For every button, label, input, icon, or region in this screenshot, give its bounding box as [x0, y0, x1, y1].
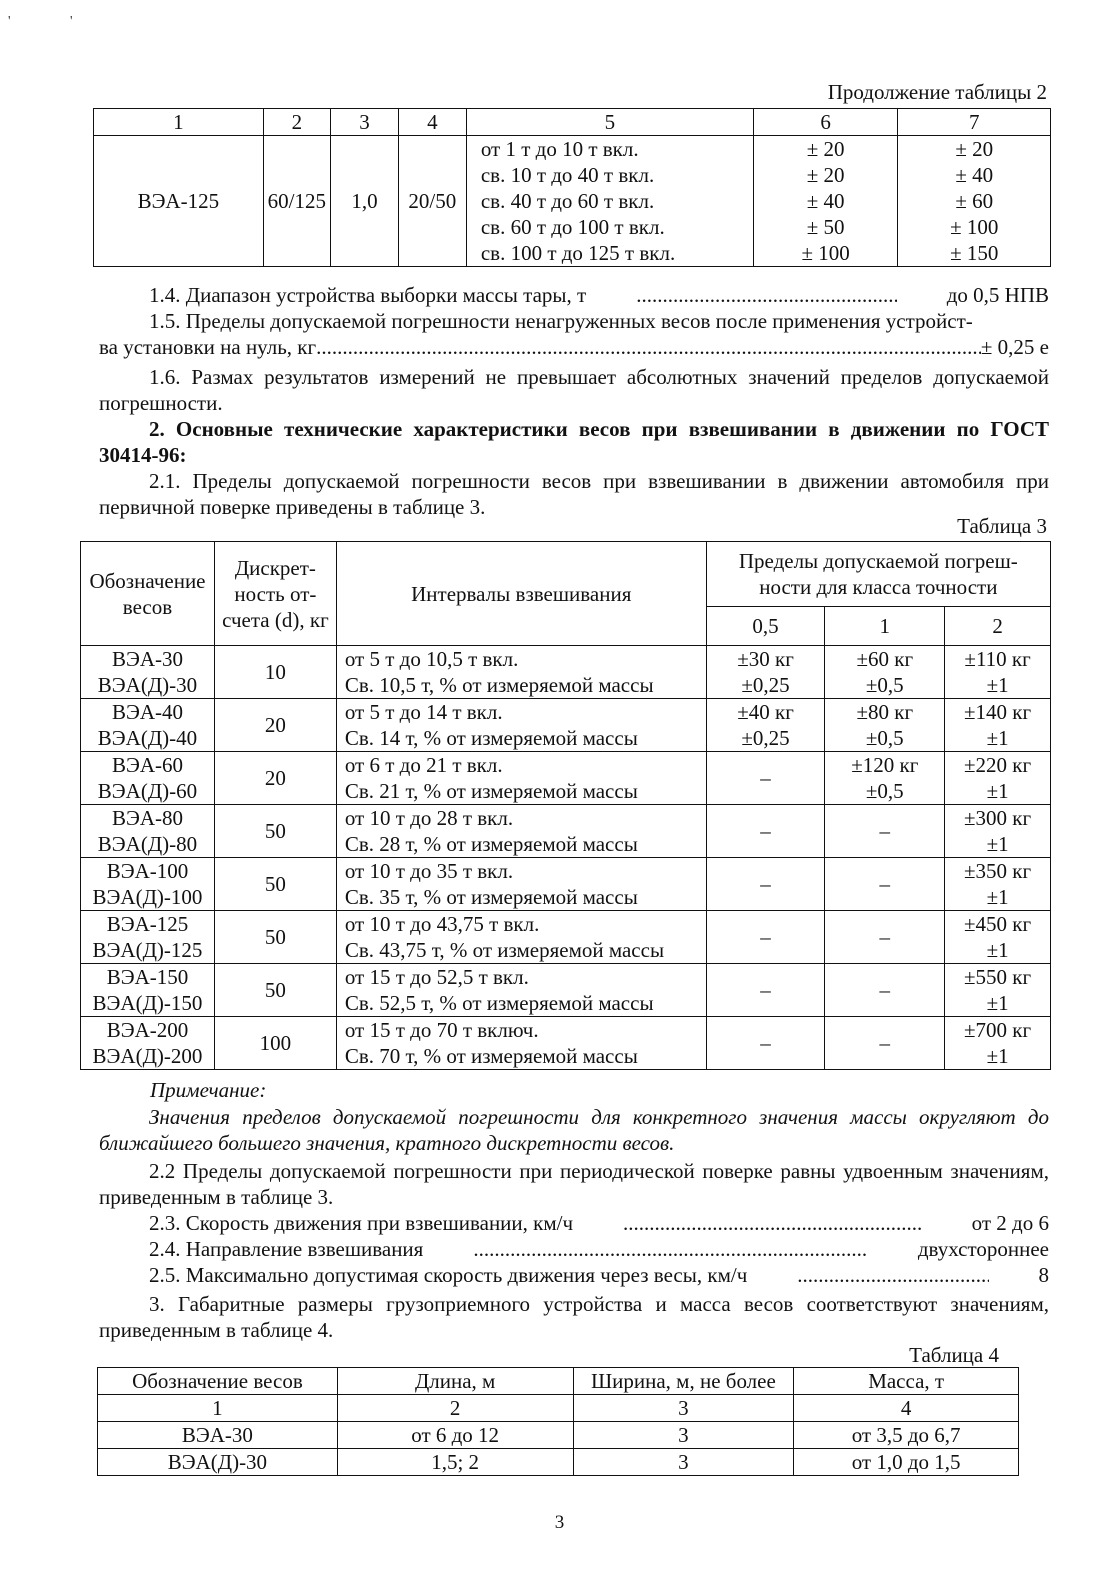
table3-row	[81, 699, 1051, 752]
table3-limit-class-2-line: ±1	[986, 832, 1009, 856]
table3-limit-class-2	[945, 699, 1051, 752]
table3-model-line: ВЭА-40	[111, 700, 183, 724]
table2-value: ± 150	[950, 241, 999, 265]
table3-limit-class-1	[825, 699, 945, 752]
table2-range: св. 60 т до 100 т вкл.	[480, 215, 665, 239]
table4-header-cell: Обозначение весов	[98, 1368, 338, 1395]
table3-limit-class-05	[706, 1017, 825, 1070]
table3-header-intervals: Интервалы взвешивания	[336, 542, 706, 646]
leader-dots	[423, 1236, 868, 1262]
table3-limit-class-1-line: –	[879, 819, 891, 843]
table3-discreteness: 10	[214, 646, 336, 699]
table3-limit-class-1-line: ±0,5	[865, 779, 904, 803]
table3-limit-class-1	[825, 911, 945, 964]
table2-ranges	[466, 136, 753, 267]
table3-model	[81, 964, 215, 1017]
note-title: Примечание:	[150, 1078, 267, 1102]
table4-cell: 2	[337, 1395, 573, 1422]
table3-limit-class-2-line: ±1	[986, 1044, 1009, 1068]
leader-dots	[586, 282, 897, 308]
table3-discreteness: 50	[214, 911, 336, 964]
table3-limit-class-05-line: –	[760, 925, 771, 949]
table3-discreteness: 50	[214, 964, 336, 1017]
table3-limit-class-05-line: –	[760, 766, 771, 790]
table3-interval-line: от 5 т до 14 т вкл.	[344, 700, 503, 724]
table3-model-line: ВЭА-80	[111, 806, 183, 830]
table3-limit-class-1-line: ±60 кг	[856, 647, 914, 671]
para-2-4-value: двухстороннее	[917, 1237, 1049, 1261]
table3-limit-class-05	[706, 911, 825, 964]
table3-row	[81, 752, 1051, 805]
table3-interval-line: Св. 21 т, % от измеряемой массы	[344, 779, 638, 803]
table3-limit-class-2-line: ±1	[986, 938, 1009, 962]
table3-limit-class-2-line: ±1	[986, 991, 1009, 1015]
leader-dots	[747, 1262, 988, 1288]
paragraph-1-6: 1.6. Размах результатов измерений не превышает абсолютных значений пределов допускаемой погрешности.	[99, 365, 1049, 415]
table3-limit-class-2-line: ±1	[986, 726, 1009, 750]
table4-cell: 3	[573, 1449, 794, 1476]
table3-interval-line: Св. 43,75 т, % от измеряемой массы	[344, 938, 665, 962]
table3-discreteness: 20	[214, 752, 336, 805]
table3-interval	[336, 964, 706, 1017]
table3-interval	[336, 911, 706, 964]
table3-limit-class-1-line: –	[879, 978, 891, 1002]
table2-col4: 20/50	[398, 136, 466, 267]
table3-model-line: ВЭА(Д)-30	[97, 673, 198, 697]
table2-header-cell: 3	[331, 109, 399, 136]
table3-limit-class-05-line: ±0,25	[741, 673, 790, 697]
table3-interval-line: Св. 52,5 т, % от измеряемой массы	[344, 991, 654, 1015]
paragraph-1-5-line2	[99, 334, 1049, 360]
table3-header-designation: Обозначение весов	[81, 542, 215, 646]
table3-limit-class-1-line: ±0,5	[865, 726, 904, 750]
table3-limit-class-05-line: ±30 кг	[737, 647, 794, 671]
table3-limit-class-05	[706, 858, 825, 911]
para-2-3-label: 2.3. Скорость движения при взвешивании, км/ч	[149, 1211, 574, 1235]
table3-model-line: ВЭА(Д)-80	[97, 832, 198, 856]
table3-limit-class-1	[825, 1017, 945, 1070]
table2-range: св. 10 т до 40 т вкл.	[480, 163, 655, 187]
table3-limit-class-2	[945, 805, 1051, 858]
table3-model-line: ВЭА(Д)-60	[97, 779, 198, 803]
table4-header-row	[98, 1368, 1019, 1395]
table3-interval-line: от 15 т до 52,5 т вкл.	[344, 965, 529, 989]
table2-header-cell: 2	[263, 109, 330, 136]
table3-limit-class-2	[945, 1017, 1051, 1070]
table3-limit-class-05-line: –	[760, 1031, 771, 1055]
table3-model-line: ВЭА(Д)-125	[92, 938, 203, 962]
table3-model	[81, 911, 215, 964]
paragraph-1-4	[99, 282, 1049, 308]
table3-limit-class-1	[825, 805, 945, 858]
table2-range: от 1 т до 10 т вкл.	[480, 137, 639, 161]
table3-limit-class-2	[945, 646, 1051, 699]
table3-model-line: ВЭА(Д)-200	[92, 1044, 203, 1068]
table3-row	[81, 805, 1051, 858]
table4-cell: 1,5; 2	[337, 1449, 573, 1476]
para-1-5-value: ± 0,25 е	[980, 335, 1049, 359]
table4-caption: Таблица 4	[909, 1343, 999, 1367]
para-2-5-label: 2.5. Максимально допустимая скорость движения через весы, км/ч	[149, 1263, 748, 1287]
table2-model: ВЭА-125	[94, 136, 264, 267]
table3-limit-class-1-line: –	[879, 925, 891, 949]
para-2-5-value: 8	[1038, 1263, 1049, 1287]
table3-limit-class-1-line: ±0,5	[865, 673, 904, 697]
table3-limit-class-2-line: ±700 кг	[964, 1018, 1032, 1042]
table3-interval	[336, 858, 706, 911]
paragraph-2-5	[99, 1262, 1049, 1288]
table3-limit-class-2-line: ±300 кг	[964, 806, 1032, 830]
table3-interval	[336, 1017, 706, 1070]
table3-interval-line: от 10 т до 28 т вкл.	[344, 806, 514, 830]
table3-row	[81, 964, 1051, 1017]
table3-interval	[336, 699, 706, 752]
para-1-4-label: 1.4. Диапазон устройства выборки массы тары, т	[149, 283, 587, 307]
table3-class: 1	[825, 607, 945, 646]
table2-range: св. 40 т до 60 т вкл.	[480, 189, 655, 213]
table4-cell: от 1,0 до 1,5	[794, 1449, 1019, 1476]
table3-limit-class-2	[945, 752, 1051, 805]
table4-header-cell: Длина, м	[337, 1368, 573, 1395]
table3-model-line: ВЭА-200	[106, 1018, 189, 1042]
table-4	[97, 1367, 1019, 1476]
table4-cell: ВЭА(Д)-30	[98, 1449, 338, 1476]
table3-interval-line: от 5 т до 10,5 т вкл.	[344, 647, 519, 671]
table3-limit-class-2-line: ±1	[986, 885, 1009, 909]
table3-limit-class-2-line: ±1	[986, 779, 1009, 803]
table3-limit-class-05-line: ±40 кг	[737, 700, 794, 724]
table3-class: 0,5	[706, 607, 825, 646]
table3-model	[81, 646, 215, 699]
table2-col6	[753, 136, 898, 267]
table3-model-line: ВЭА-30	[111, 647, 183, 671]
table3-model	[81, 752, 215, 805]
table3-limit-class-2-line: ±140 кг	[964, 700, 1032, 724]
table3-limit-class-05-line: ±0,25	[741, 726, 790, 750]
table2-row	[94, 136, 1051, 267]
table2-header-cell: 1	[94, 109, 264, 136]
table3-model	[81, 699, 215, 752]
table3-interval	[336, 752, 706, 805]
table3-limit-class-1	[825, 646, 945, 699]
table3-interval	[336, 646, 706, 699]
table2-header-row	[94, 109, 1051, 136]
table3-model-line: ВЭА-125	[106, 912, 189, 936]
table3-model-line: ВЭА(Д)-150	[92, 991, 203, 1015]
table3-limit-class-1	[825, 752, 945, 805]
table3-row	[81, 1017, 1051, 1070]
paragraph-2-2: 2.2 Пределы допускаемой погрешности при периодической поверке равны удвоенным значениям, приведенным в таблице 3.	[99, 1159, 1049, 1209]
table4-row	[98, 1449, 1019, 1476]
table3-interval-line: Св. 70 т, % от измеряемой массы	[344, 1044, 638, 1068]
paragraph-2-4	[99, 1236, 1049, 1262]
table3-limit-class-05	[706, 646, 825, 699]
table2-value: ± 100	[801, 241, 850, 265]
table3-header-row	[81, 542, 1051, 607]
table2-value: ± 60	[955, 189, 994, 213]
table3-interval-line: от 10 т до 43,75 т вкл.	[344, 912, 540, 936]
table3-interval-line: Св. 35 т, % от измеряемой массы	[344, 885, 638, 909]
paragraph-3: 3. Габаритные размеры грузоприемного устройства и масса весов соответствуют значениям, приведенным в таблице 4.	[99, 1292, 1049, 1342]
table4-row	[98, 1422, 1019, 1449]
table3-row	[81, 858, 1051, 911]
table4-header-cell: Масса, т	[794, 1368, 1019, 1395]
table3-limit-class-2-line: ±110 кг	[964, 647, 1031, 671]
leader-dots	[573, 1210, 922, 1236]
table3-interval-line: от 10 т до 35 т вкл.	[344, 859, 514, 883]
table3-interval	[336, 805, 706, 858]
table3-header-discreteness: Дискрет- ность от- счета (d), кг	[214, 542, 336, 646]
para-1-5-label: ва установки на нуль, кг	[99, 335, 317, 359]
table3-row	[81, 911, 1051, 964]
table3-limit-class-2	[945, 858, 1051, 911]
table-3	[80, 541, 1051, 1070]
table3-class: 2	[945, 607, 1051, 646]
note-text: Значения пределов допускаемой погрешности для конкретного значения массы округляют до ближайшего большего значения, кратного дискретности весов.	[99, 1105, 1049, 1155]
leader-dots	[316, 334, 981, 360]
table3-limit-class-1-line: ±80 кг	[856, 700, 914, 724]
section-2-heading: 2. Основные технические характеристики весов при взвешивании в движении по ГОСТ 30414-96:	[99, 417, 1049, 467]
table2-header-cell: 7	[898, 109, 1051, 136]
table2-continuation-caption: Продолжение таблицы 2	[827, 80, 1047, 104]
paragraph-2-1: 2.1. Пределы допускаемой погрешности весов при взвешивании в движении автомобиля при первичной поверке приведены в таблице 3.	[99, 469, 1049, 519]
table3-limit-class-05	[706, 964, 825, 1017]
table2-col7	[898, 136, 1051, 267]
table3-interval-line: Св. 10,5 т, % от измеряемой массы	[344, 673, 654, 697]
table3-limit-class-2	[945, 911, 1051, 964]
table3-model-line: ВЭА-100	[106, 859, 189, 883]
table3-limit-class-05	[706, 752, 825, 805]
table4-header-cell: Ширина, м, не более	[573, 1368, 794, 1395]
table3-limit-class-05	[706, 699, 825, 752]
para-1-4-value: до 0,5 НПВ	[946, 283, 1049, 307]
table2-range: св. 100 т до 125 т вкл.	[480, 241, 676, 265]
page-number: 3	[554, 1512, 565, 1533]
table3-model	[81, 1017, 215, 1070]
table3-interval-line: Св. 28 т, % от измеряемой массы	[344, 832, 638, 856]
table-2	[93, 108, 1051, 267]
table3-limit-class-2-line: ±350 кг	[964, 859, 1032, 883]
table3-discreteness: 50	[214, 858, 336, 911]
table3-model	[81, 858, 215, 911]
table3-limit-class-2-line: ±550 кг	[964, 965, 1032, 989]
table3-model-line: ВЭА-150	[106, 965, 189, 989]
table3-discreteness: 50	[214, 805, 336, 858]
table3-row	[81, 646, 1051, 699]
table4-cell: от 6 до 12	[337, 1422, 573, 1449]
table3-limit-class-05-line: –	[760, 819, 771, 843]
table2-value: ± 40	[955, 163, 994, 187]
table3-model-line: ВЭА-60	[111, 753, 183, 777]
table3-limit-class-05	[706, 805, 825, 858]
table3-caption: Таблица 3	[957, 514, 1047, 538]
table3-model-line: ВЭА(Д)-40	[97, 726, 198, 750]
table4-cell: 1	[98, 1395, 338, 1422]
table3-limit-class-1-line: ±120 кг	[851, 753, 919, 777]
table2-value: ± 20	[806, 137, 845, 161]
table3-limit-class-1-line: –	[879, 872, 891, 896]
para-2-3-value: от 2 до 6	[971, 1211, 1049, 1235]
table3-interval-line: от 15 т до 70 т включ.	[344, 1018, 539, 1042]
table2-value: ± 40	[806, 189, 845, 213]
table3-limit-class-2-line: ±450 кг	[964, 912, 1032, 936]
table3-limit-class-1	[825, 964, 945, 1017]
table3-discreteness: 20	[214, 699, 336, 752]
table3-limit-class-2-line: ±220 кг	[964, 753, 1032, 777]
table4-row	[98, 1395, 1019, 1422]
table2-value: ± 50	[806, 215, 845, 239]
table2-value: ± 100	[950, 215, 999, 239]
table2-header-cell: 6	[753, 109, 898, 136]
table2-value: ± 20	[806, 163, 845, 187]
table3-interval-line: от 6 т до 21 т вкл.	[344, 753, 503, 777]
para-2-4-label: 2.4. Направление взвешивания	[149, 1237, 424, 1261]
paragraph-2-3	[99, 1210, 1049, 1236]
table2-header-cell: 4	[398, 109, 466, 136]
table3-limit-class-05-line: –	[760, 872, 771, 896]
table4-cell: ВЭА-30	[98, 1422, 338, 1449]
table4-cell: от 3,5 до 6,7	[794, 1422, 1019, 1449]
table3-limit-class-1-line: –	[879, 1031, 891, 1055]
table2-header-cell: 5	[466, 109, 753, 136]
table3-limit-class-05-line: –	[760, 978, 771, 1002]
table3-limit-class-2	[945, 964, 1051, 1017]
table3-header-limits: Пределы допускаемой погреш- ности для класса точности	[706, 542, 1050, 607]
table4-cell: 3	[573, 1422, 794, 1449]
table2-col2: 60/125	[263, 136, 330, 267]
table3-limit-class-2-line: ±1	[986, 673, 1009, 697]
table4-cell: 4	[794, 1395, 1019, 1422]
table3-model	[81, 805, 215, 858]
paragraph-1-5-line1: 1.5. Пределы допускаемой погрешности ненагруженных весов после применения устройст-	[149, 309, 973, 333]
table3-discreteness: 100	[214, 1017, 336, 1070]
table3-model-line: ВЭА(Д)-100	[92, 885, 203, 909]
table2-col3: 1,0	[331, 136, 399, 267]
table3-interval-line: Св. 14 т, % от измеряемой массы	[344, 726, 638, 750]
table3-limit-class-1	[825, 858, 945, 911]
scan-marks: ' '	[8, 14, 101, 29]
table4-cell: 3	[573, 1395, 794, 1422]
table2-value: ± 20	[955, 137, 994, 161]
